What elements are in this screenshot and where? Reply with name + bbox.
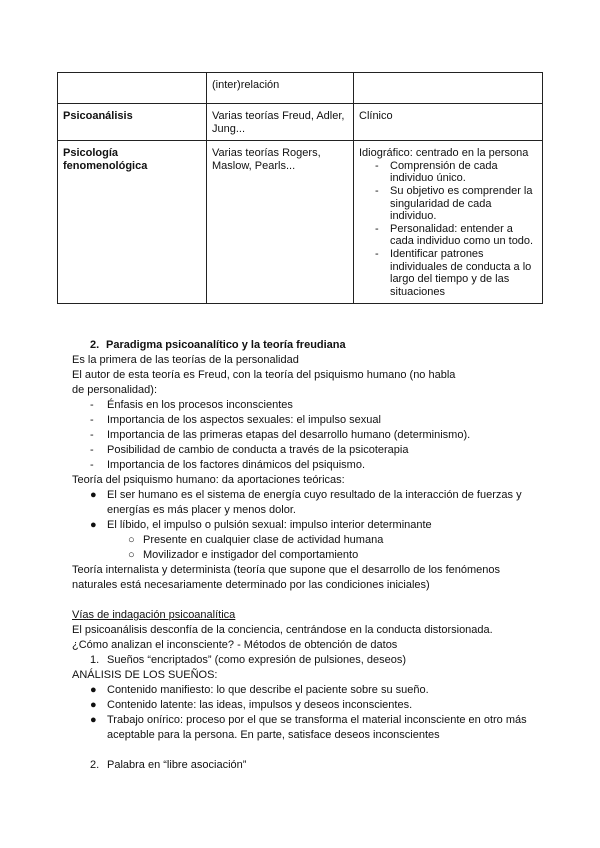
table-cell: Psicoanálisis	[58, 104, 207, 141]
list-item: - Personalidad: entender a cada individuo como un todo.	[375, 222, 534, 248]
table-cell: Clínico	[354, 104, 543, 141]
list-item: ● Contenido manifiesto: lo que describe el paciente sobre su sueño.	[90, 684, 429, 696]
list-item: - Importancia de las primeras etapas del desarrollo humano (determinismo).	[90, 429, 471, 441]
list-item: - Su objetivo es comprender la singularidad de cada individuo.	[375, 184, 533, 223]
list-item: ● Trabajo onírico: proceso por el que se transforma el material inconsciente en otro más aceptable para la persona. En parte, satisface deseos inconscientes	[90, 714, 527, 741]
table-cell: Varias teorías Freud, Adler, Jung...	[207, 104, 354, 141]
paragraph: ¿Cómo analizan el inconsciente? - Métodos de obtención de datos	[72, 639, 398, 651]
paragraph: Teoría del psiquismo humano: da aportaciones teóricas:	[72, 474, 345, 486]
paragraph: Es la primera de las teorías de la personalidad	[72, 354, 299, 366]
paragraph: Teoría internalista y determinista (teoría que supone que el desarrollo de los fenómenos naturales está necesariamente determinado por las condiciones iniciales)	[72, 564, 501, 591]
table-row	[58, 73, 543, 104]
list-item: ● El ser humano es el sistema de energía cuyo resultado de la interacción de fuerzas y energías es más placer y menos dolor.	[90, 489, 522, 516]
table-cell: Varias teorías Rogers, Maslow, Pearls...	[207, 141, 354, 304]
theories-table	[57, 72, 543, 304]
section-heading: 2. Paradigma psicoanalítico y la teoría freudiana	[90, 339, 346, 351]
table-cell: Psicología fenomenológica	[58, 141, 207, 304]
table-cell	[354, 141, 543, 304]
table-cell: (inter)relación	[207, 73, 354, 104]
document-body	[72, 338, 542, 773]
list-item: - Énfasis en los procesos inconscientes	[90, 399, 293, 411]
table-row	[58, 141, 543, 304]
paragraph: ANÁLISIS DE LOS SUEÑOS:	[72, 669, 218, 681]
paragraph: El psicoanálisis desconfía de la conciencia, centrándose en la conducta distorsionada.	[72, 624, 493, 636]
section-subheading: Vías de indagación psicoanalítica	[72, 609, 236, 621]
list-item: - Posibilidad de cambio de conducta a través de la psicoterapia	[90, 444, 409, 456]
cell-intro: Idiográfico: centrado en la persona	[359, 147, 529, 160]
list-item: ● Contenido latente: las ideas, impulsos y deseos inconscientes.	[90, 699, 413, 711]
list-item: ○ Movilizador e instigador del comportamiento	[128, 549, 359, 561]
list-item: - Identificar patrones individuales de conducta a lo largo del tiempo y de las situaciones	[375, 247, 532, 298]
list-item: 1. Sueños “encriptados” (como expresión de pulsiones, deseos)	[90, 654, 406, 666]
list-item: - Importancia de los aspectos sexuales: el impulso sexual	[90, 414, 381, 426]
table-cell	[58, 73, 207, 104]
list-item: ● El líbido, el impulso o pulsión sexual: impulso interior determinante	[90, 519, 432, 531]
list-item: - Comprensión de cada individuo único.	[375, 159, 498, 185]
table-cell	[354, 73, 543, 104]
table-row	[58, 104, 543, 141]
cell-dash-list	[359, 160, 537, 299]
paragraph: El autor de esta teoría es Freud, con la teoría del psiquismo humano (no habla de personalidad):	[72, 369, 456, 396]
list-item: 2. Palabra en “libre asociación”	[90, 759, 247, 771]
list-item: - Importancia de los factores dinámicos del psiquismo.	[90, 459, 366, 471]
list-item: ○ Presente en cualquier clase de actividad humana	[128, 534, 384, 546]
